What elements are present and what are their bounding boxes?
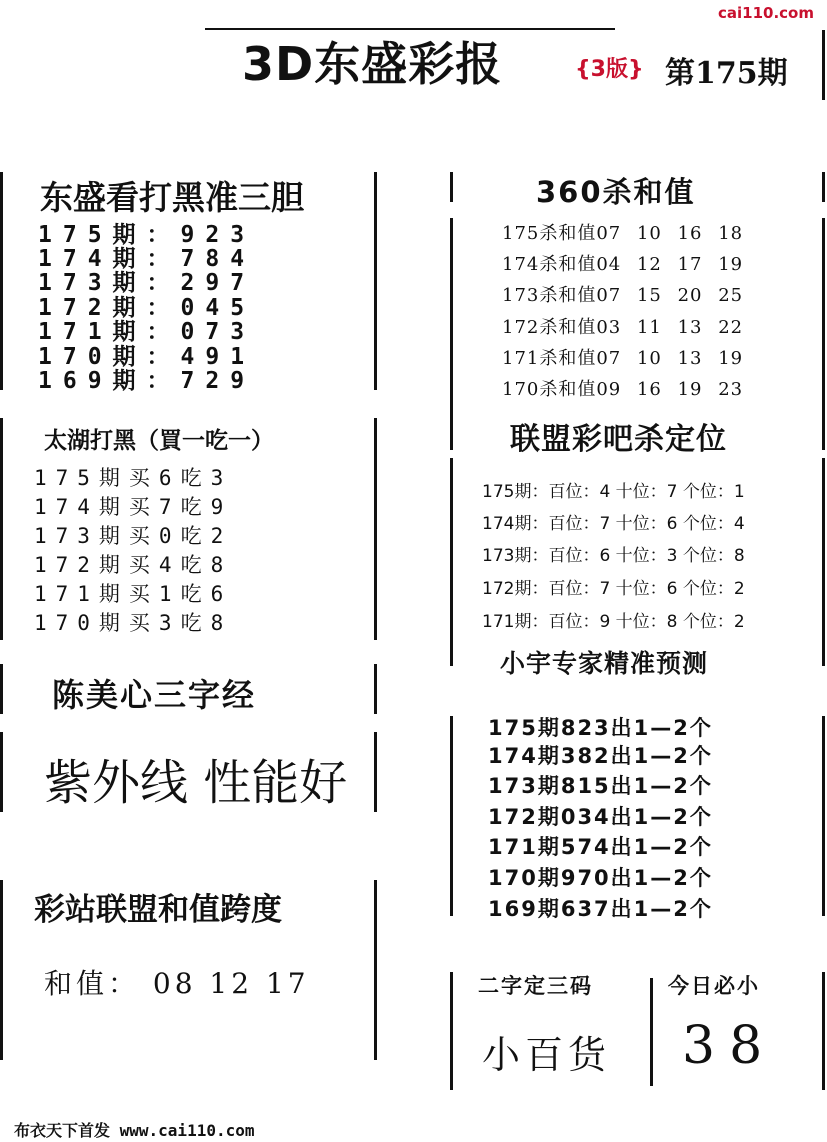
right-outer-border-5: [822, 972, 825, 1090]
erzi-text: 小百货: [482, 1033, 612, 1077]
site-logo: cai110.com: [718, 4, 814, 22]
header-right-rule: [822, 30, 825, 100]
right-border-5: [450, 972, 453, 1090]
list-item: 175期买6吃3: [34, 466, 233, 490]
list-item: 174杀和值04 12 17 19: [502, 254, 744, 275]
list-item: 172期：百位：7 十位：6 个位：2: [482, 579, 745, 599]
taihu-title: 太湖打黑（買一吃一）: [44, 428, 274, 454]
right-outer-border-4: [822, 716, 825, 916]
left-border-2: [0, 418, 3, 640]
jinri-title: 今日必小: [668, 974, 760, 998]
left-border-5: [0, 880, 3, 1060]
list-item: 174期382出1—2个: [488, 744, 713, 768]
page-title: 3D东盛彩报: [242, 37, 503, 91]
left-inner-border-4: [374, 732, 377, 812]
left-border-4: [0, 732, 3, 812]
footer-credit: 布衣天下首发 www.cai110.com: [14, 1121, 255, 1140]
chenmeixin-text: 紫外线 性能好: [44, 755, 348, 811]
list-item: 172期买4吃8: [34, 553, 233, 577]
list-item: 170期970出1—2个: [488, 866, 713, 890]
list-item: 175期823出1—2个: [488, 716, 713, 740]
left-border-1: [0, 172, 3, 390]
left-border-3: [0, 664, 3, 714]
list-item: 170杀和值09 16 19 23: [502, 379, 744, 400]
list-item: 172杀和值03 11 13 22: [502, 317, 744, 338]
list-item: 171期：073: [38, 319, 256, 345]
list-item: 173期：百位：6 十位：3 个位：8: [482, 546, 745, 566]
list-item: 170期买3吃8: [34, 611, 233, 635]
right-outer-border-2: [822, 218, 825, 450]
issue-number: 第175期: [665, 56, 788, 91]
jinri-text: 38: [682, 1016, 777, 1076]
dongsheng-title: 东盛看打黑准三胆: [40, 178, 304, 217]
list-item: 174期买7吃9: [34, 495, 233, 519]
list-item: 173杀和值07 15 20 25: [502, 285, 744, 306]
chenmeixin-title: 陈美心三字经: [52, 676, 257, 714]
list-item: 169期：729: [38, 368, 256, 394]
caizhan-title: 彩站联盟和值跨度: [34, 892, 282, 928]
kill360-title: 360杀和值: [536, 175, 696, 209]
list-item: 173期：297: [38, 270, 256, 296]
bottom-divider: [650, 978, 653, 1086]
list-item: 174期：784: [38, 246, 256, 272]
list-item: 173期买0吃2: [34, 524, 233, 548]
list-item: 171期：百位：9 十位：8 个位：2: [482, 612, 745, 632]
right-outer-border-1: [822, 172, 825, 202]
list-item: 171期574出1—2个: [488, 835, 713, 859]
right-border-2: [450, 218, 453, 450]
list-item: 172期034出1—2个: [488, 805, 713, 829]
erzi-title: 二字定三码: [478, 974, 593, 998]
list-item: 171期买1吃6: [34, 582, 233, 606]
lianmeng-title: 联盟彩吧杀定位: [510, 422, 727, 457]
right-border-3: [450, 458, 453, 666]
edition-badge: {3版}: [575, 57, 644, 82]
list-item: 175期：923: [38, 222, 256, 248]
left-inner-border-2: [374, 418, 377, 640]
list-item: 170期：491: [38, 344, 256, 370]
left-inner-border-1: [374, 172, 377, 390]
list-item: 173期815出1—2个: [488, 774, 713, 798]
list-item: 172期：045: [38, 295, 256, 321]
list-item: 171杀和值07 10 13 19: [502, 348, 744, 369]
expert-title: 小宇专家精准预测: [500, 649, 709, 678]
right-border-1: [450, 172, 453, 202]
list-item: 174期：百位：7 十位：6 个位：4: [482, 514, 745, 534]
list-item: 175期：百位：4 十位：7 个位：1: [482, 482, 745, 502]
left-inner-border-5: [374, 880, 377, 1060]
right-outer-border-3: [822, 458, 825, 666]
list-item: 169期637出1—2个: [488, 897, 713, 921]
left-inner-border-3: [374, 664, 377, 714]
caizhan-text: 和值： 08 12 17: [44, 967, 310, 1000]
list-item: 175杀和值07 10 16 18: [502, 223, 744, 244]
right-border-4: [450, 716, 453, 916]
